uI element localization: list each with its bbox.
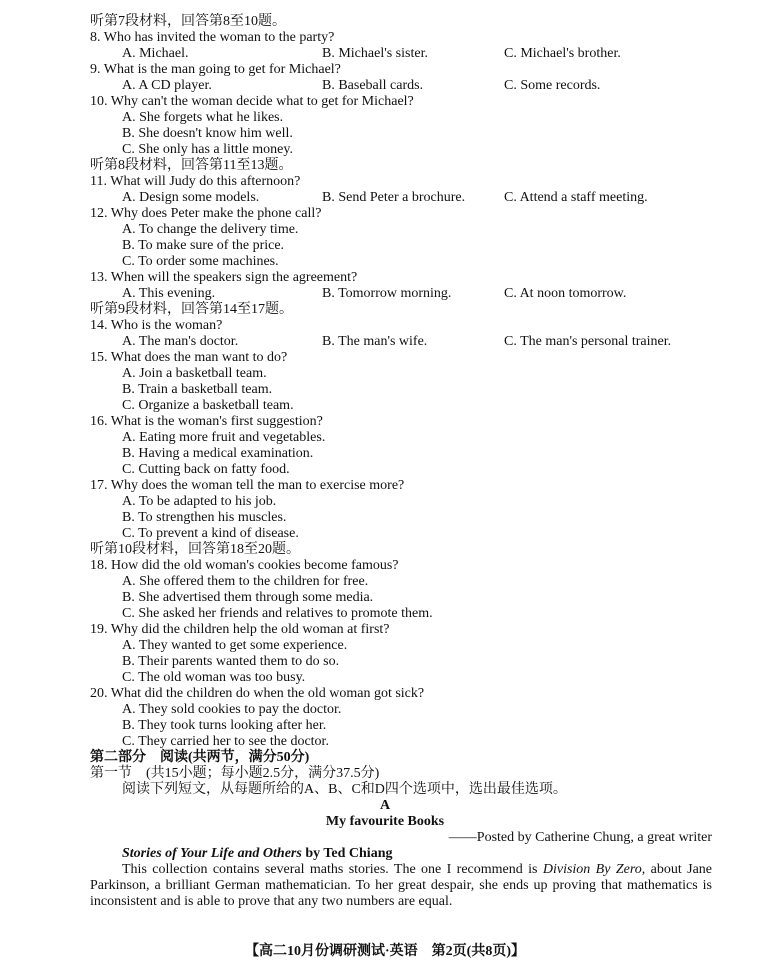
page-footer: 【高二10月份调研测试·英语 第2页(共8页)】 xyxy=(245,944,525,959)
option-a: A. She offered them to the children for free. xyxy=(122,574,369,589)
question-9-options xyxy=(0,78,770,94)
option-a: A. She forgets what he likes. xyxy=(122,110,284,125)
question-16-stem: 16. What is the woman's first suggestion? xyxy=(90,414,323,429)
option-a: A. They wanted to get some experience. xyxy=(122,638,348,653)
section-7-heading: 听第7段材料，回答第8至10题。 xyxy=(90,14,286,29)
question-14-stem: 14. Who is the woman? xyxy=(90,318,223,333)
book-author: by Ted Chiang xyxy=(301,846,393,861)
option-b: B. To strengthen his muscles. xyxy=(122,510,287,525)
option-b: B. She doesn't know him well. xyxy=(122,126,293,141)
question-9-stem: 9. What is the man going to get for Michael? xyxy=(90,62,341,77)
option-a: A. Eating more fruit and vegetables. xyxy=(122,430,326,445)
passage-paragraph xyxy=(90,862,712,910)
question-13-options xyxy=(0,286,770,302)
part-2-section-1-heading: 第一节 (共15小题；每小题2.5分，满分37.5分) xyxy=(90,766,380,781)
option-a: A. To change the delivery time. xyxy=(122,222,299,237)
question-18-stem: 18. How did the old woman's cookies become famous? xyxy=(90,558,399,573)
question-8-options xyxy=(0,46,770,62)
passage-title: My favourite Books xyxy=(325,814,445,829)
passage-author: ——Posted by Catherine Chung, a great writer xyxy=(448,830,712,845)
reading-instructions: 阅读下列短文，从每题所给的A、B、C和D四个选项中，选出最佳选项。 xyxy=(122,782,567,797)
option-c: C. Attend a staff meeting. xyxy=(504,190,648,205)
option-c: C. Cutting back on fatty food. xyxy=(122,462,290,477)
question-10-stem: 10. Why can't the woman decide what to get for Michael? xyxy=(90,94,414,109)
option-b: B. Having a medical examination. xyxy=(122,446,314,461)
option-a: A. They sold cookies to pay the doctor. xyxy=(122,702,342,717)
option-b: B. Their parents wanted them to do so. xyxy=(122,654,340,669)
option-b: B. Michael's sister. xyxy=(322,46,428,61)
question-13-stem: 13. When will the speakers sign the agreement? xyxy=(90,270,358,285)
passage-letter: A xyxy=(379,798,391,813)
option-c: C. They carried her to see the doctor. xyxy=(122,734,329,749)
option-c: C. She only has a little money. xyxy=(122,142,293,157)
book-title: Stories of Your Life and Others xyxy=(122,846,302,861)
option-c: C. She asked her friends and relatives to promote them. xyxy=(122,606,433,621)
option-c: C. Michael's brother. xyxy=(504,46,621,61)
section-8-heading: 听第8段材料，回答第11至13题。 xyxy=(90,158,293,173)
option-c: C. The old woman was too busy. xyxy=(122,670,306,685)
option-b: B. The man's wife. xyxy=(322,334,428,349)
part-2-heading: 第二部分 阅读(共两节，满分50分) xyxy=(90,750,310,765)
option-c: C. At noon tomorrow. xyxy=(504,286,627,301)
option-c: C. To order some machines. xyxy=(122,254,279,269)
option-c: C. The man's personal trainer. xyxy=(504,334,672,349)
option-a: A. To be adapted to his job. xyxy=(122,494,277,509)
option-a: A. A CD player. xyxy=(122,78,212,93)
option-b: B. Tomorrow morning. xyxy=(322,286,452,301)
option-b: B. Baseball cards. xyxy=(322,78,424,93)
option-b: B. Train a basketball team. xyxy=(122,382,273,397)
option-b: B. They took turns looking after her. xyxy=(122,718,327,733)
option-a: A. Design some models. xyxy=(122,190,260,205)
story-title: Division By Zero xyxy=(542,862,642,877)
section-10-heading: 听第10段材料，回答第18至20题。 xyxy=(90,542,300,557)
option-b: B. To make sure of the price. xyxy=(122,238,285,253)
option-c: C. Organize a basketball team. xyxy=(122,398,294,413)
paragraph-text-end: , about Jane Parkinson, a brilliant German mathematician. To her great despair, she ends up proving that mathematics is inconsistent and is able to prove that any two numbers are equal. xyxy=(90,862,713,909)
question-8-stem: 8. Who has invited the woman to the party? xyxy=(90,30,335,45)
question-20-stem: 20. What did the children do when the old woman got sick? xyxy=(90,686,425,701)
option-a: A. This evening. xyxy=(122,286,216,301)
question-12-stem: 12. Why does Peter make the phone call? xyxy=(90,206,322,221)
option-a: A. Join a basketball team. xyxy=(122,366,267,381)
question-19-stem: 19. Why did the children help the old woman at first? xyxy=(90,622,390,637)
option-a: A. Michael. xyxy=(122,46,189,61)
question-15-stem: 15. What does the man want to do? xyxy=(90,350,288,365)
book-heading xyxy=(122,846,393,862)
option-b: B. Send Peter a brochure. xyxy=(322,190,466,205)
question-14-options xyxy=(0,334,770,350)
option-c: C. Some records. xyxy=(504,78,601,93)
option-a: A. The man's doctor. xyxy=(122,334,239,349)
question-11-stem: 11. What will Judy do this afternoon? xyxy=(90,174,301,189)
question-17-stem: 17. Why does the woman tell the man to exercise more? xyxy=(90,478,405,493)
paragraph-text-start: This collection contains several maths stories. The one I recommend is xyxy=(122,862,543,877)
section-9-heading: 听第9段材料，回答第14至17题。 xyxy=(90,302,293,317)
question-11-options xyxy=(0,190,770,206)
option-b: B. She advertised them through some media. xyxy=(122,590,374,605)
option-c: C. To prevent a kind of disease. xyxy=(122,526,299,541)
